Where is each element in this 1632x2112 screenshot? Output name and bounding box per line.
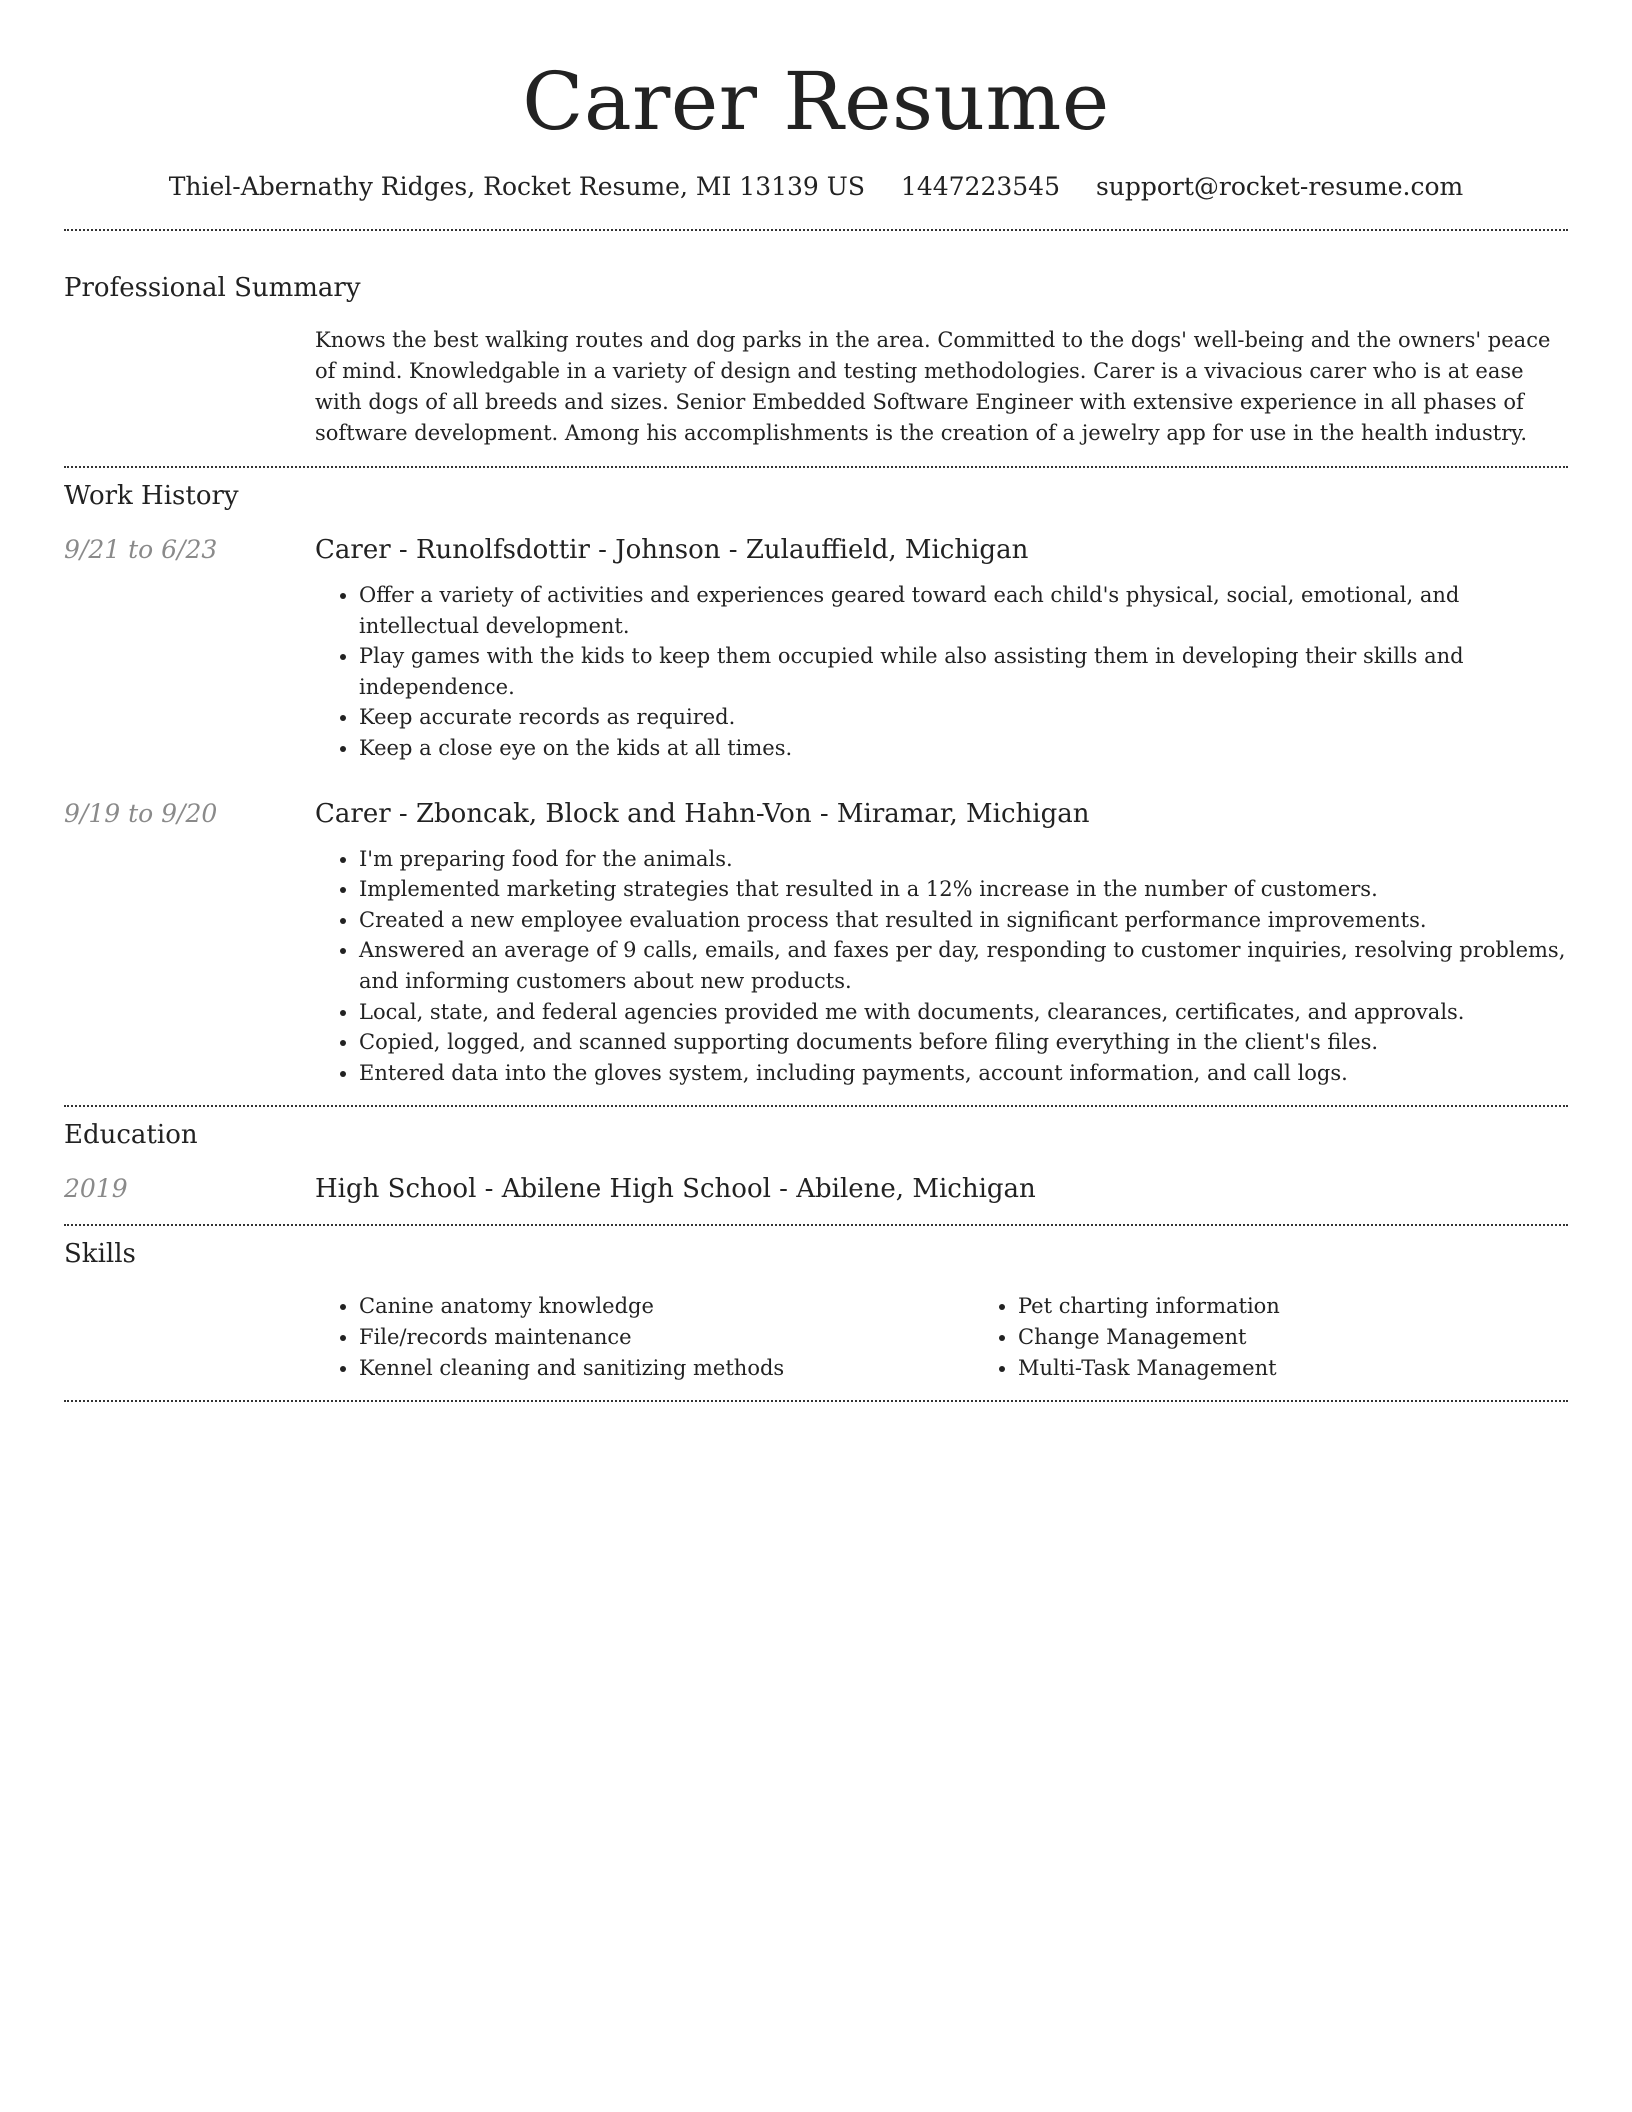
skills-list-right: [974, 1291, 1632, 1383]
skills-heading: Skills: [64, 1239, 136, 1270]
job-details: [315, 533, 1568, 764]
job-title: Carer - Zboncak, Block and Hahn-Von - Miramar, Michigan: [315, 798, 1090, 829]
job-bullets: [315, 844, 1568, 1089]
education-section: [64, 1118, 1568, 1206]
skill-item: • Pet charting information: [1018, 1291, 1632, 1322]
contact-email: support@rocket-resume.com: [1095, 172, 1464, 201]
job-entry: [64, 797, 1568, 1089]
skills-list-left: [315, 1291, 974, 1383]
summary-section: [64, 271, 1568, 449]
divider: [64, 1224, 1568, 1226]
summary-heading: Professional Summary: [64, 273, 361, 303]
divider: [64, 466, 1568, 468]
education-heading: Education: [64, 1120, 198, 1151]
summary-text: Knows the best walking routes and dog parks in the area. Committed to the dogs' well-being and the owners' peace of mind. Knowledgable in a variety of design and testing methodologies. Carer is a vivacious carer who is at ease with dogs of all breeds and sizes. Senior Embedded Software Engineer with extensive experience in all phases of software development. Among his accomplishments is the creation of a jewelry app for use in the health industry.: [315, 328, 1551, 445]
skills-row: [64, 1291, 1568, 1383]
contact-phone: 1447223545: [900, 172, 1060, 201]
skill-item: • Canine anatomy knowledge: [359, 1291, 974, 1322]
summary-spacer: [64, 325, 315, 449]
skill-item: • Multi-Task Management: [1018, 1353, 1632, 1384]
contact-address: Thiel-Abernathy Ridges, Rocket Resume, MI 13139 US: [168, 172, 865, 201]
education-year: 2019: [64, 1174, 128, 1204]
page-title: Carer Resume: [522, 55, 1110, 148]
education-entry: [64, 1172, 1568, 1206]
work-section: [64, 479, 1568, 1088]
skill-item: • File/records maintenance: [359, 1322, 974, 1353]
job-bullet: • Offer a variety of activities and experiences geared toward each child's physical, social, emotional, and intellectual development.: [359, 580, 1568, 641]
job-bullet: • Play games with the kids to keep them occupied while also assisting them in developing their skills and independence.: [359, 641, 1568, 702]
job-bullet: • Implemented marketing strategies that resulted in a 12% increase in the number of customers.: [359, 874, 1568, 905]
contact-info: [64, 170, 1568, 204]
job-bullet: • Keep accurate records as required.: [359, 702, 1568, 733]
skill-item: • Change Management: [1018, 1322, 1632, 1353]
skills-section: [64, 1237, 1568, 1383]
skills-spacer: [64, 1291, 315, 1383]
job-bullets: [315, 580, 1568, 764]
job-bullet: • I'm preparing food for the animals.: [359, 844, 1568, 875]
job-entry: [64, 533, 1568, 764]
job-dates: 9/19 to 9/20: [64, 798, 218, 828]
job-dates: 9/21 to 6/23: [64, 535, 218, 564]
job-bullet: • Keep a close eye on the kids at all times.: [359, 733, 1568, 764]
job-bullet: • Created a new employee evaluation process that resulted in significant performance improvements.: [359, 905, 1568, 936]
job-bullet: • Answered an average of 9 calls, emails, and faxes per day, responding to customer inquiries, resolving problems, and informing customers about new products.: [359, 935, 1568, 996]
job-bullet: • Entered data into the gloves system, including payments, account information, and call logs.: [359, 1058, 1568, 1089]
job-bullet: • Local, state, and federal agencies provided me with documents, clearances, certificates, and approvals.: [359, 997, 1568, 1028]
skills-columns: [315, 1291, 1632, 1383]
skill-item: • Kennel cleaning and sanitizing methods: [359, 1353, 974, 1384]
summary-row: [64, 325, 1568, 449]
job-bullet: • Copied, logged, and scanned supporting documents before filing everything in the client's files.: [359, 1027, 1568, 1058]
job-title: Carer - Runolfsdottir - Johnson - Zulauffield, Michigan: [315, 535, 1029, 565]
education-text: High School - Abilene High School - Abilene, Michigan: [315, 1174, 1036, 1205]
divider: [64, 1400, 1568, 1402]
work-heading: Work History: [64, 481, 239, 511]
job-details: [315, 797, 1568, 1089]
divider: [64, 1105, 1568, 1107]
divider: [64, 229, 1568, 231]
